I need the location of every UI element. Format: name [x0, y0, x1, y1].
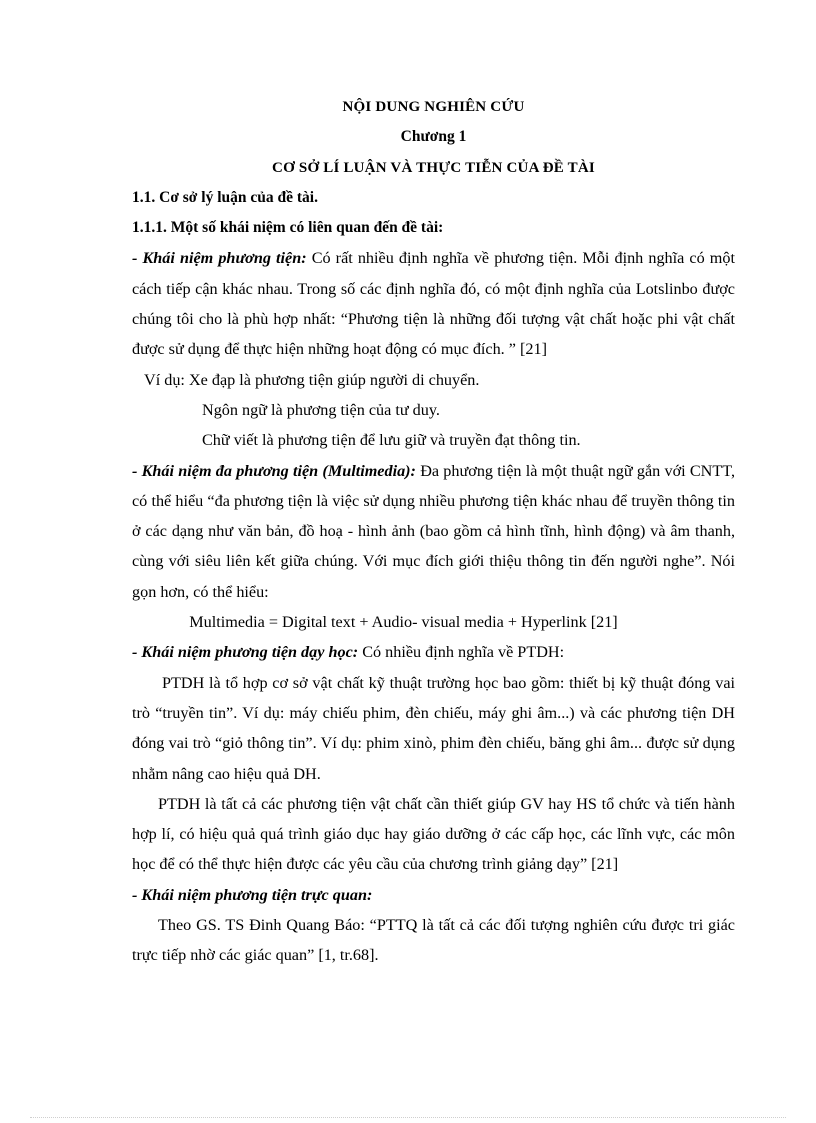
term-teaching-medium: - Khái niệm phương tiện dạy học: — [132, 643, 359, 662]
paragraph-text: Đa phương tiện là một thuật ngữ gắn với CNTT, có thể hiểu “đa phương tiện là việc sử dụng nhiều phương tiện khác nhau để truyền thông tin ở các dạng như văn bản, đồ hoạ - hình ảnh (bao gồm cả hình tĩnh, hình động) và âm thanh, cùng với siêu liên kết giữa chúng. Với mục đích giới thiệu thông tin đến người nghe”. Nói gọn hơn, có thể hiểu: — [132, 461, 735, 601]
section-heading-1-1-1: 1.1.1. Một số khái niệm có liên quan đến đề tài: — [132, 219, 444, 237]
paragraph-concept-visual-medium — [132, 880, 735, 910]
term-multimedia: - Khái niệm đa phương tiện (Multimedia): — [132, 461, 416, 480]
example-line-2: Ngôn ngữ là phương tiện của tư duy. — [202, 400, 440, 419]
term-visual-medium: - Khái niệm phương tiện trực quan: — [132, 885, 373, 904]
document-page — [132, 92, 735, 971]
paragraph-concept-teaching-medium — [132, 637, 735, 667]
paragraph-ptdh-definition-2: PTDH là tất cả các phương tiện vật chất cần thiết giúp GV hay HS tổ chức và tiến hành hợp lí, có hiệu quả quá trình giáo dục hay giáo dưỡng ở các cấp học, các lĩnh vực, các môn học để có thể thực hiện được các yêu cầu của chương trình giảng dạy” [21] — [132, 794, 735, 874]
page-footer-divider — [30, 1117, 786, 1118]
chapter-title: CƠ SỞ LÍ LUẬN VÀ THỰC TIỄN CỦA ĐỀ TÀI — [272, 159, 595, 176]
paragraph-concept-medium — [132, 243, 735, 364]
example-line-3: Chữ viết là phương tiện để lưu giữ và truyền đạt thông tin. — [202, 431, 581, 450]
term-medium: - Khái niệm phương tiện: — [132, 249, 307, 268]
paragraph-pttq-definition: Theo GS. TS Đinh Quang Báo: “PTTQ là tất cả các đối tượng nghiên cứu được tri giác trực tiếp nhờ các giác quan” [1, tr.68]. — [132, 916, 735, 965]
paragraph-concept-multimedia — [132, 456, 735, 607]
section-heading-1-1: 1.1. Cơ sở lý luận của đề tài. — [132, 188, 318, 206]
chapter-number: Chương 1 — [400, 128, 467, 146]
paragraph-ptdh-definition-1: PTDH là tổ hợp cơ sở vật chất kỹ thuật trường học bao gồm: thiết bị kỹ thuật đóng vai trò “truyền tin”. Ví dụ: máy chiếu phim, đèn chiếu, máy ghi âm...) và các phương tiện DH đóng vai trò “giỏ thông tin”. Ví dụ: phim xinò, phim đèn chiếu, băng ghi âm... được sử dụng nhằm nâng cao hiệu quả DH. — [132, 673, 735, 783]
multimedia-formula: Multimedia = Digital text + Audio- visual media + Hyperlink [21] — [189, 613, 618, 632]
example-line-1: Ví dụ: Xe đạp là phương tiện giúp người di chuyển. — [144, 370, 480, 389]
document-title: NỘI DUNG NGHIÊN CỨU — [342, 99, 525, 115]
paragraph-text: Có nhiều định nghĩa về PTDH: — [358, 643, 565, 662]
paragraph-text: Có rất nhiều định nghĩa về phương tiện. Mỗi định nghĩa có một cách tiếp cận khác nhau. Trong số các định nghĩa đó, có một định nghĩa của Lotslinbo được chúng tôi cho là phù hợp nhất: “Phương tiện là những đối tượng vật chất hoặc phi vật chất được sử dụng để thực hiện những hoạt động có mục đích. ” [21] — [132, 249, 735, 359]
